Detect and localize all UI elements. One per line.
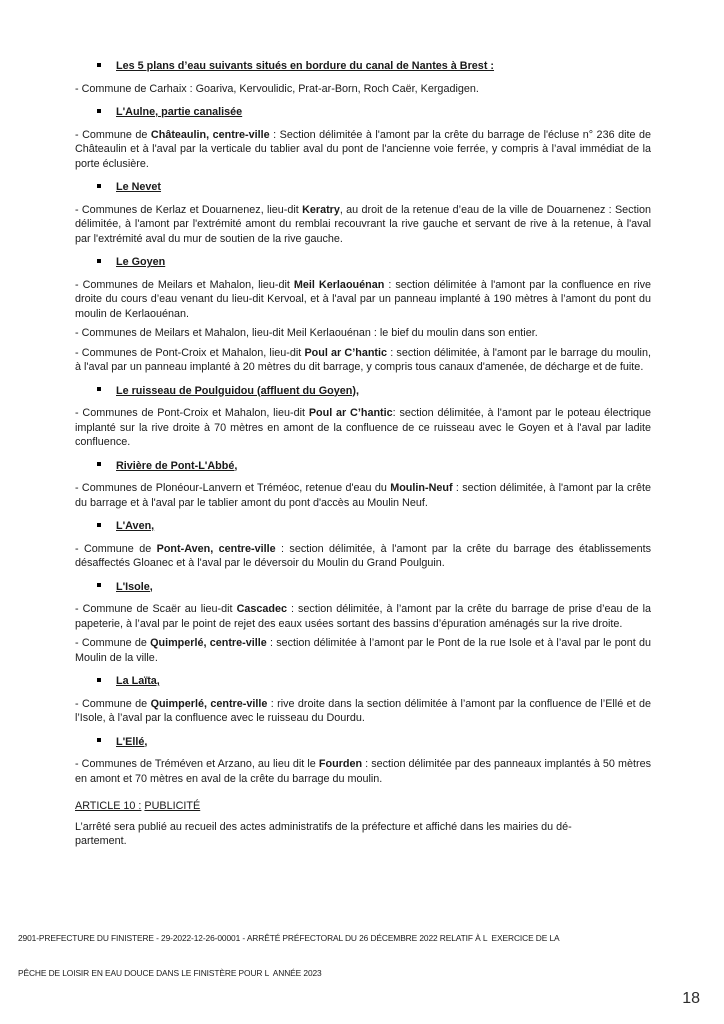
document-body [75,50,651,854]
text-run: Châteaulin, centre-ville [150,128,270,141]
bullet-square-icon [97,583,101,587]
bullet-square-icon [97,63,101,67]
text-run: Le ruisseau de Poulguidou (affluent du Goyen), [116,384,359,397]
text-run: Rivière de Pont-L'Abbé, [116,459,238,472]
text-run: : section délimitée, à l'amont par le poteau électrique implanté sur la rive droite à 70 mètres en amont de la confluence de ce ruisseau avec le Goyen et à l'aval par ladite confluence. [75,407,651,448]
text-run: : section délimitée, à l’amont par la crête du barrage de prise d’eau de la papeterie, à l’aval par le point de rejet des eaux usées sortant des bassins d’épuration aménagés sur la rive droite. [75,603,651,630]
bullet-heading [97,519,651,534]
paragraph [75,203,651,247]
text-run: - Commune de Carhaix : Goariva, Kervoulidic, Prat-ar-Born, Roch Caër, Kergadigen. [75,82,479,95]
text-run: : section délimitée, à l'amont par la crête du barrage des établissements désaffectés Gloanec et à l'aval par le déversoir du Moulin du Grand Poulguin. [75,542,651,569]
paragraph [75,636,651,665]
paragraph [75,278,651,322]
text-run: - Communes de Meilars et Mahalon, lieu-dit [75,278,294,291]
bullet-square-icon [97,184,101,188]
bullet-heading-text [116,385,359,397]
article-heading [75,799,651,814]
bullet-heading [97,180,651,195]
footer-line-2: PÊCHE DE LOISIR EN EAU DOUCE DANS LE FINISTÈRE POUR L ANNÉE 2023 [18,967,322,978]
bullet-heading-text [116,460,237,472]
bullet-heading [97,384,651,399]
text-run: Fourden [318,758,363,770]
text-run: Le Nevet [116,181,162,193]
text-run: Quimperlé, centre-ville [150,697,268,710]
text-run: Poul ar C’hantic [308,407,393,419]
bullet-heading-text [116,520,154,532]
text-run: - Commune de Scaër au lieu-dit [75,603,237,615]
bullet-heading [97,459,651,474]
bullet-heading [97,580,651,595]
text-run: - Communes de Pont-Croix et Mahalon, lieu-dit [75,346,305,359]
text-run: PUBLICITÉ [144,800,201,812]
text-run: : section délimitée à l’amont par le Pont de la rue Isole et à l’aval par le pont du Moulin de la ville. [75,637,651,664]
bullet-square-icon [97,462,101,466]
text-run: Les 5 plans d’eau suivants situés en bordure du canal de Nantes à Brest : [116,60,495,72]
text-run: Quimperlé, centre-ville [150,637,267,649]
text-run: : Section délimitée à l'amont par la crête du barrage de l'écluse n° 236 dite de Châteaulin et à l'aval par la verticale du tablier aval du pont de l'ancienne voie ferrée, y compris à l’aval immédiat de la porte éclusière. [75,128,651,170]
paragraph [75,82,651,97]
text-run: Poul ar C’hantic [304,346,388,359]
text-run: - Commune de [75,128,151,141]
text-run: Le Goyen [116,256,166,268]
text-run: : section délimitée à l'amont par la confluence en rive droite du cours d’eau venant du lieu-dit Kervoal, et à l'aval par un panneau implanté à 190 mètres à l’amont du pont du moulin de Kerlaouénan. [75,278,652,320]
bullet-heading [97,255,651,270]
bullet-square-icon [97,387,101,391]
paragraph [75,406,651,450]
paragraph [75,602,651,631]
bullet-heading-text [116,256,165,268]
text-run: : section délimitée par des panneaux implantés à 50 mètres en amont et 70 mètres en aval de la crête du barrage du moulin. [75,758,651,785]
bullet-heading [97,59,651,74]
bullet-heading [97,735,651,750]
paragraph [75,481,651,510]
bullet-heading-text [116,181,161,193]
bullet-heading [97,674,651,689]
text-run: - Commune de [75,542,157,555]
text-run: : section délimitée, à l'amont par le barrage du moulin, à l'aval par un panneau implanté à 20 mètres du dit barrage, y compris tous canaux d'amenée, de décharge et de fuite. [75,346,651,373]
paragraph [75,346,651,375]
page-number: 18 [682,990,700,1007]
text-run: Moulin-Neuf [390,482,453,494]
text-run: - Commune de [75,637,151,649]
footer-reference [18,910,560,1002]
text-run: Meil Kerlaouénan [293,278,385,291]
bullet-heading-text [116,106,242,118]
paragraph [75,326,651,341]
paragraph [75,757,651,786]
text-run: : section délimitée, à l'amont par la crête du barrage et à l'aval par le tablier amont du pont d'accès au Moulin Neuf. [75,482,651,509]
bullet-heading-text [116,736,147,748]
paragraph [75,697,651,726]
text-run: - Communes de Tréméven et Arzano, au lieu dit le [75,758,319,770]
text-run: L'Ellé, [116,735,148,748]
bullet-square-icon [97,678,101,682]
text-run: Cascadec [236,603,287,615]
text-run: - Commune de [75,697,151,710]
text-run: - Communes de Meilars et Mahalon, lieu-dit Meil Kerlaouénan : le bief du moulin dans son entier. [75,327,538,339]
text-run: La Laïta, [116,675,160,687]
paragraph [75,820,651,849]
bullet-square-icon [97,738,101,742]
text-run: - Communes de Pont-Croix et Mahalon, lieu-dit [75,407,309,419]
bullet-square-icon [97,109,101,113]
bullet-square-icon [97,259,101,263]
text-run: , au droit de la retenue d’eau de la ville de Douarnenez : Section délimitée, à l'amont par l'extrémité amont du remblai recouvrant la rive gauche et servant de rive à la retenue, à l'aval par l'extrémité aval du mur de soutien de la rive gauche. [75,203,651,245]
bullet-square-icon [97,523,101,527]
text-run: L'Aven, [116,520,155,532]
footer-line-1: 2901-PREFECTURE DU FINISTERE - 29-2022-12-26-00001 - ARRÊTÉ PRÉFECTORAL DU 26 DÉCEMBRE 2022 RELATIF À L EXERCICE DE LA [18,933,560,943]
text-run: Keratry [302,203,340,216]
text-run: L’arrêté sera publié au recueil des actes administratifs de la préfecture et affiché dans les mairies du dé- [75,820,572,833]
text-run: : rive droite dans la section délimitée à l’amont par la confluence de l’Ellé et de l’Isole, à l’aval par la confluence avec le ruisseau du Dourdu. [75,697,651,724]
text-run: Pont-Aven, centre-ville [156,542,276,555]
paragraph [75,128,651,172]
text-run: partement. [75,835,127,847]
bullet-heading-text [116,675,160,687]
text-run: L'Aulne, partie canalisée [116,106,243,118]
bullet-heading [97,105,651,120]
bullet-heading-text [116,581,153,593]
text-run: - Communes de Plonéour-Lanvern et Tréméoc, retenue d'eau du [75,482,391,494]
text-run: L'Isole, [116,580,153,593]
text-run: - Communes de Kerlaz et Douarnenez, lieu-dit [75,203,303,216]
text-run: ARTICLE 10 : [75,800,142,812]
bullet-heading-text [116,60,494,72]
paragraph [75,542,651,571]
